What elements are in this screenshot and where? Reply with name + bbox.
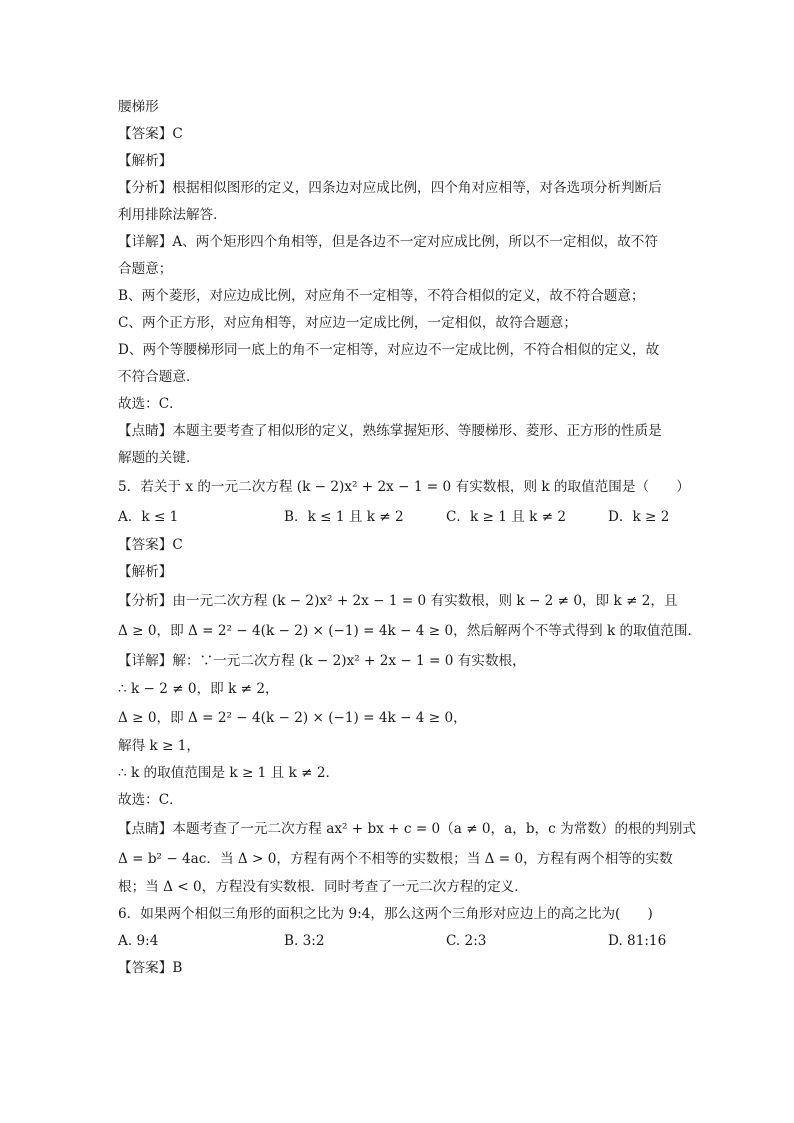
text-line: 合题意； — [118, 261, 173, 277]
text-line: B、两个菱形，对应边成比例，对应角不一定相等，不符合相似的定义，故不符合题意； — [118, 288, 645, 304]
option-d: D．k ≥ 2 — [608, 509, 670, 525]
text-line: 故选：C． — [118, 792, 183, 808]
answer-line: 【答案】B — [118, 960, 183, 976]
question-6-options — [118, 928, 688, 955]
text-line: 【分析】由一元二次方程 (k − 2)x² + 2x − 1 = 0 有实数根，则 k − 2 ≠ 0，即 k ≠ 2，且 — [118, 593, 678, 609]
text-line: 腰梯形 — [118, 99, 159, 115]
text-line: ∴ k − 2 ≠ 0，即 k ≠ 2， — [118, 681, 279, 697]
text-line: Δ ≥ 0，即 Δ = 2² − 4(k − 2) × (−1) = 4k − 4 ≥ 0， — [118, 710, 467, 726]
option-b: B. 3:2 — [284, 933, 325, 949]
text-line: 利用排除法解答． — [118, 207, 227, 223]
text-line: 【点睛】本题主要考查了相似形的定义，熟练掌握矩形、等腰梯形、菱形、正方形的性质是 — [118, 423, 662, 439]
text-line: 【分析】根据相似图形的定义，四条边对应成比例，四个角对应相等，对各选项分析判断后 — [118, 180, 662, 196]
question-5-options — [118, 502, 688, 532]
question-5-stem: 5．若关于 x 的一元二次方程 (k − 2)x² + 2x − 1 = 0 有实数根，则 k 的取值范围是（ ） — [118, 479, 690, 495]
option-a: A．k ≤ 1 — [118, 509, 179, 525]
option-d: D. 81:16 — [608, 933, 667, 949]
option-a: A. 9:4 — [118, 933, 159, 949]
text-line: D、两个等腰梯形同一底上的角不一定相等，对应边不一定成比例，不符合相似的定义，故 — [118, 342, 660, 358]
text-line: 【详解】解：∵一元二次方程 (k − 2)x² + 2x − 1 = 0 有实数根， — [118, 653, 526, 669]
text-line: 根；当 Δ < 0，方程没有实数根．同时考查了一元二次方程的定义． — [118, 879, 528, 895]
text-line: 解题的关键． — [118, 450, 200, 466]
option-c: C．k ≥ 1 且 k ≠ 2 — [446, 509, 567, 525]
text-line: 故选：C． — [118, 396, 183, 412]
text-line: 解得 k ≥ 1， — [118, 738, 201, 754]
analysis-heading: 【解析】 — [118, 564, 173, 580]
text-line: C、两个正方形，对应角相等，对应边一定成比例，一定相似，故符合题意； — [118, 315, 577, 331]
answer-line: 【答案】C — [118, 126, 183, 142]
text-line: Δ ≥ 0，即 Δ = 2² − 4(k − 2) × (−1) = 4k − 4 ≥ 0，然后解两个不等式得到 k 的取值范围． — [118, 623, 702, 639]
text-line: 不符合题意． — [118, 369, 200, 385]
answer-line: 【答案】C — [118, 537, 183, 553]
text-line: Δ = b² − 4ac．当 Δ > 0，方程有两个不相等的实数根；当 Δ = 0，方程有两个相等的实数 — [118, 851, 673, 867]
analysis-heading: 【解析】 — [118, 153, 173, 169]
solution-content — [118, 94, 702, 982]
text-line: 【点睛】本题考查了一元二次方程 ax² + bx + c = 0（a ≠ 0，a，b，c 为常数）的根的判别式 — [118, 821, 697, 837]
option-c: C. 2:3 — [446, 933, 487, 949]
text-line: ∴ k 的取值范围是 k ≥ 1 且 k ≠ 2． — [118, 765, 340, 781]
question-6-stem: 6．如果两个相似三角形的面积之比为 9:4，那么这两个三角形对应边上的高之比为( ) — [118, 906, 653, 922]
option-b: B．k ≤ 1 且 k ≠ 2 — [284, 509, 404, 525]
text-line: 【详解】A、两个矩形四个角相等，但是各边不一定对应成比例，所以不一定相似，故不符 — [118, 234, 658, 250]
